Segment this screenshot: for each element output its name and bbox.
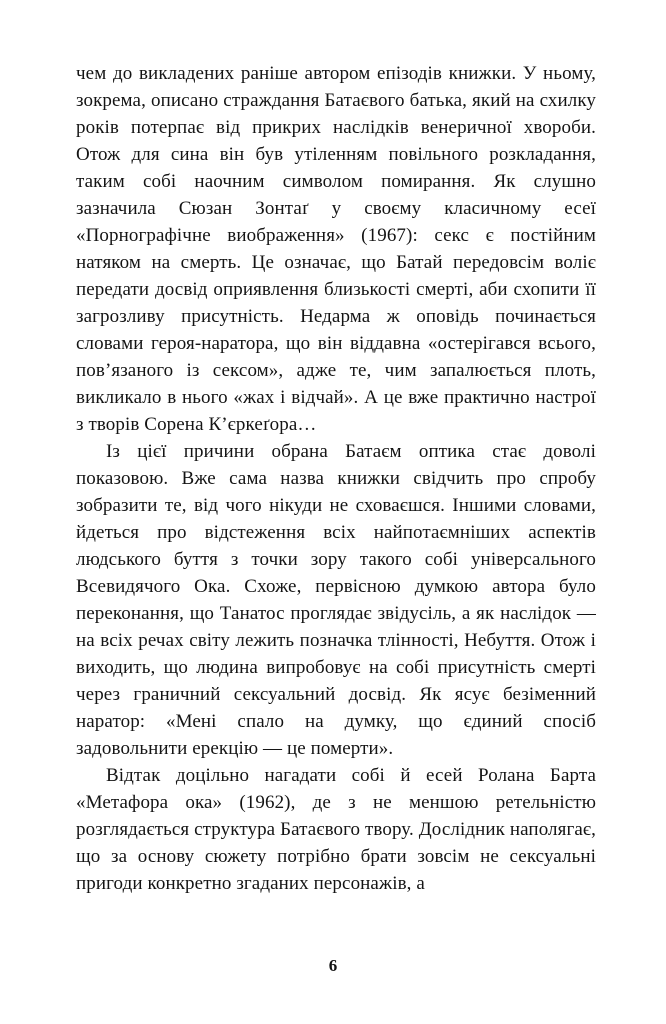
paragraph: чем до викладених раніше автором епізодів книжки. У ньому, зокрема, описано страждання Батаєвого батька, який на схилку років потерпає від прикрих наслідків венеричної хвороби. Отож для сина він був утіленням повільного розкладання, таким собі наочним символом помирання. Як слушно зазначила Сюзан Зонтаґ у своєму класичному есеї «Порнографічне виображення» (1967): секс є постійним натяком на смерть. Це означає, що Батай передовсім воліє передати досвід оприявлення близькості смерті, аби схопити її загрозливу присутність. Недарма ж оповідь починається словами героя-наратора, що він віддавна «остерігався всього, пов’язаного із сексом», адже те, чим запалюється плоть, викликало в нього «жах і відчай». А це вже практично настрої з творів Сорена К’єркеґора… — [76, 63, 596, 435]
page-footer — [0, 956, 666, 976]
page-number: 6 — [328, 956, 338, 975]
paragraph: Відтак доцільно нагадати собі й есей Ролана Барта «Метафора ока» (1962), де з не меншою ретельністю розглядається структура Батаєвого твору. Дослідник наполягає, що за основу сюжету потрібно брати зовсім не сексуальні пригоди конкретно згаданих персонажів, а — [76, 765, 596, 894]
paragraph: Із цієї причини обрана Батаєм оптика стає доволі показовою. Вже сама назва книжки свідчить про спробу зобразити те, від чого нікуди не сховаєшся. Іншими словами, йдеться про відстеження всіх найпотаємніших аспектів людського буття з точки зору такого собі універсального Всевидячого Ока. Схоже, первісною думкою автора було переконання, що Танатос проглядає звідусіль, а як наслідок — на всіх речах світу лежить позначка тлінності, Небуття. Отож і виходить, що людина випробовує на собі присутність смерті через граничний сексуальний досвід. Як ясує безіменний наратор: «Мені спало на думку, що єдиний спосіб задовольнити ерекцію — це померти». — [76, 441, 596, 759]
page-text-block — [76, 60, 596, 897]
